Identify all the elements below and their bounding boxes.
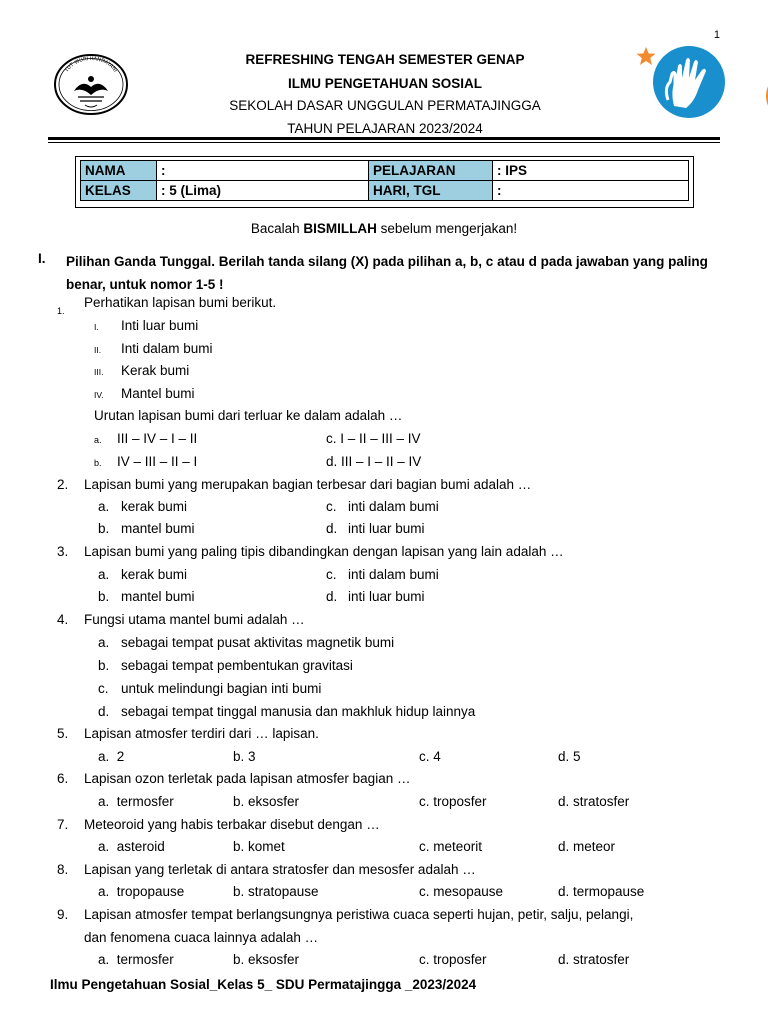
identity-table [80, 160, 689, 201]
question-text: Lapisan atmosfer tempat berlangsungnya peristiwa cuaca seperti hujan, petir, salju, pelangi, [84, 907, 634, 922]
identity-table-frame [75, 156, 694, 208]
option-d[interactable]: d. termopause [558, 884, 645, 899]
question-number: 2. [57, 477, 69, 492]
option-letter: d. [326, 521, 338, 536]
option-b[interactable]: b. stratopause [233, 884, 319, 899]
option-b[interactable]: sebagai tempat pembentukan gravitasi [121, 658, 353, 673]
option-b[interactable]: b. komet [233, 839, 285, 854]
option-c[interactable]: inti dalam bumi [348, 567, 439, 582]
option-d[interactable]: d. meteor [558, 839, 616, 854]
option-letter: d. [98, 704, 110, 719]
option-letter: c. [326, 567, 337, 582]
option-c[interactable]: c. I – II – III – IV [326, 431, 421, 446]
question-text: Perhatikan lapisan bumi berikut. [84, 295, 277, 310]
question-number: 5. [57, 726, 69, 741]
option-a[interactable]: a. termosfer [98, 952, 174, 967]
tut-wuri-handayani-emblem-icon [52, 53, 130, 116]
question-number: 8. [57, 862, 69, 877]
school-hands-logo-icon [634, 44, 736, 120]
option-b[interactable]: b. 3 [233, 749, 256, 764]
identity-row-class [81, 181, 689, 201]
header-rule-thick [48, 137, 720, 140]
option-letter: c. [326, 499, 337, 514]
field-nama[interactable]: : [157, 161, 369, 181]
option-c[interactable]: c. troposfer [419, 794, 487, 809]
option-b[interactable]: mantel bumi [121, 521, 195, 536]
roman-numeral: IV. [94, 390, 104, 400]
field-kelas: : 5 (Lima) [157, 181, 369, 201]
option-letter: a. [98, 499, 110, 514]
list-item: Inti luar bumi [121, 318, 199, 333]
option-b[interactable]: mantel bumi [121, 589, 195, 604]
roman-numeral: II. [94, 345, 102, 355]
option-c[interactable]: c. mesopause [419, 884, 504, 899]
question-text: Lapisan yang terletak di antara stratosfer dan mesosfer adalah … [84, 862, 476, 877]
option-a[interactable]: a. termosfer [98, 794, 174, 809]
question-number: 4. [57, 612, 69, 627]
header-rule-thin [48, 142, 720, 143]
option-letter: d. [326, 589, 338, 604]
option-d[interactable]: d. stratosfer [558, 794, 630, 809]
option-a[interactable]: a. asteroid [98, 839, 165, 854]
question-number: 7. [57, 817, 69, 832]
basmalah-instruction: Bacalah BISMILLAH sebelum mengerjakan! [250, 221, 518, 236]
question-text-continued: dan fenomena cuaca lainnya adalah … [84, 930, 319, 945]
page-footer: Ilmu Pengetahuan Sosial_Kelas 5_ SDU Permatajingga _2023/2024 [50, 977, 477, 992]
label-hari-tgl: HARI, TGL [369, 181, 493, 201]
header-subject: ILMU PENGETAHUAN SOSIAL [287, 76, 482, 91]
section-number: I. [38, 251, 46, 266]
label-kelas: KELAS [81, 181, 157, 201]
option-c[interactable]: untuk melindungi bagian inti bumi [121, 681, 322, 696]
question-number: 9. [57, 907, 69, 922]
option-letter: a. [98, 635, 110, 650]
field-pelajaran: : IPS [493, 161, 689, 181]
question-text: Lapisan bumi yang paling tipis dibandingkan dengan lapisan yang lain adalah … [84, 544, 564, 559]
question-text: Fungsi utama mantel bumi adalah … [84, 612, 305, 627]
option-d[interactable]: sebagai tempat tinggal manusia dan makhluk hidup lainnya [121, 704, 476, 719]
question-text: Meteoroid yang habis terbakar disebut dengan … [84, 817, 380, 832]
option-b[interactable]: IV – III – II – I [117, 454, 198, 469]
question-text: Lapisan atmosfer terdiri dari … lapisan. [84, 726, 319, 741]
option-d[interactable]: inti luar bumi [348, 589, 425, 604]
option-d[interactable]: d. 5 [558, 749, 581, 764]
option-letter: b. [98, 658, 110, 673]
option-a[interactable]: sebagai tempat pusat aktivitas magnetik bumi [121, 635, 395, 650]
option-d[interactable]: d. III – I – II – IV [326, 454, 422, 469]
list-item: Mantel bumi [121, 386, 195, 401]
label-pelajaran: PELAJARAN [369, 161, 493, 181]
cropped-orange-mark-icon [762, 82, 768, 110]
question-number: 1. [57, 306, 65, 316]
option-a[interactable]: kerak bumi [121, 567, 188, 582]
option-c[interactable]: c. 4 [419, 749, 441, 764]
option-letter: b. [98, 521, 110, 536]
list-item: Inti dalam bumi [121, 341, 213, 356]
svg-text:TUT WURI HANDAYANI: TUT WURI HANDAYANI [63, 55, 119, 74]
header-year: TAHUN PELAJARAN 2023/2024 [287, 121, 483, 136]
option-letter: a. [94, 435, 102, 445]
question-number: 6. [57, 771, 69, 786]
option-a[interactable]: III – IV – I – II [117, 431, 198, 446]
header-title: REFRESHING TENGAH SEMESTER GENAP [245, 52, 525, 67]
option-c[interactable]: c. troposfer [419, 952, 487, 967]
option-c[interactable]: inti dalam bumi [348, 499, 439, 514]
question-number: 3. [57, 544, 69, 559]
roman-numeral: III. [94, 367, 104, 377]
option-d[interactable]: d. stratosfer [558, 952, 630, 967]
option-letter: b. [98, 589, 110, 604]
label-nama: NAMA [81, 161, 157, 181]
option-b[interactable]: b. eksosfer [233, 794, 300, 809]
question-text: Lapisan bumi yang merupakan bagian terbesar dari bagian bumi adalah … [84, 477, 532, 492]
option-a[interactable]: a. 2 [98, 749, 125, 764]
identity-row-name [81, 161, 689, 181]
option-b[interactable]: b. eksosfer [233, 952, 300, 967]
header-school: SEKOLAH DASAR UNGGULAN PERMATAJINGGA [229, 98, 541, 113]
option-a[interactable]: a. tropopause [98, 884, 185, 899]
list-item: Kerak bumi [121, 363, 190, 378]
section-instruction: Pilihan Ganda Tunggal. Berilah tanda silang (X) pada pilihan a, b, c atau d pada jawaban yang paling benar, untuk nomor 1-5 ! [66, 254, 708, 292]
option-d[interactable]: inti luar bumi [348, 521, 425, 536]
option-a[interactable]: kerak bumi [121, 499, 188, 514]
field-hari-tgl[interactable]: : [493, 181, 689, 201]
page-number: 1 [713, 29, 720, 41]
roman-numeral: I. [94, 322, 99, 332]
option-letter: b. [94, 458, 102, 468]
option-letter: a. [98, 567, 110, 582]
question-text: Lapisan ozon terletak pada lapisan atmosfer bagian … [84, 771, 411, 786]
question-prompt: Urutan lapisan bumi dari terluar ke dalam adalah … [94, 408, 403, 423]
option-c[interactable]: c. meteorit [419, 839, 483, 854]
option-letter: c. [98, 681, 109, 696]
